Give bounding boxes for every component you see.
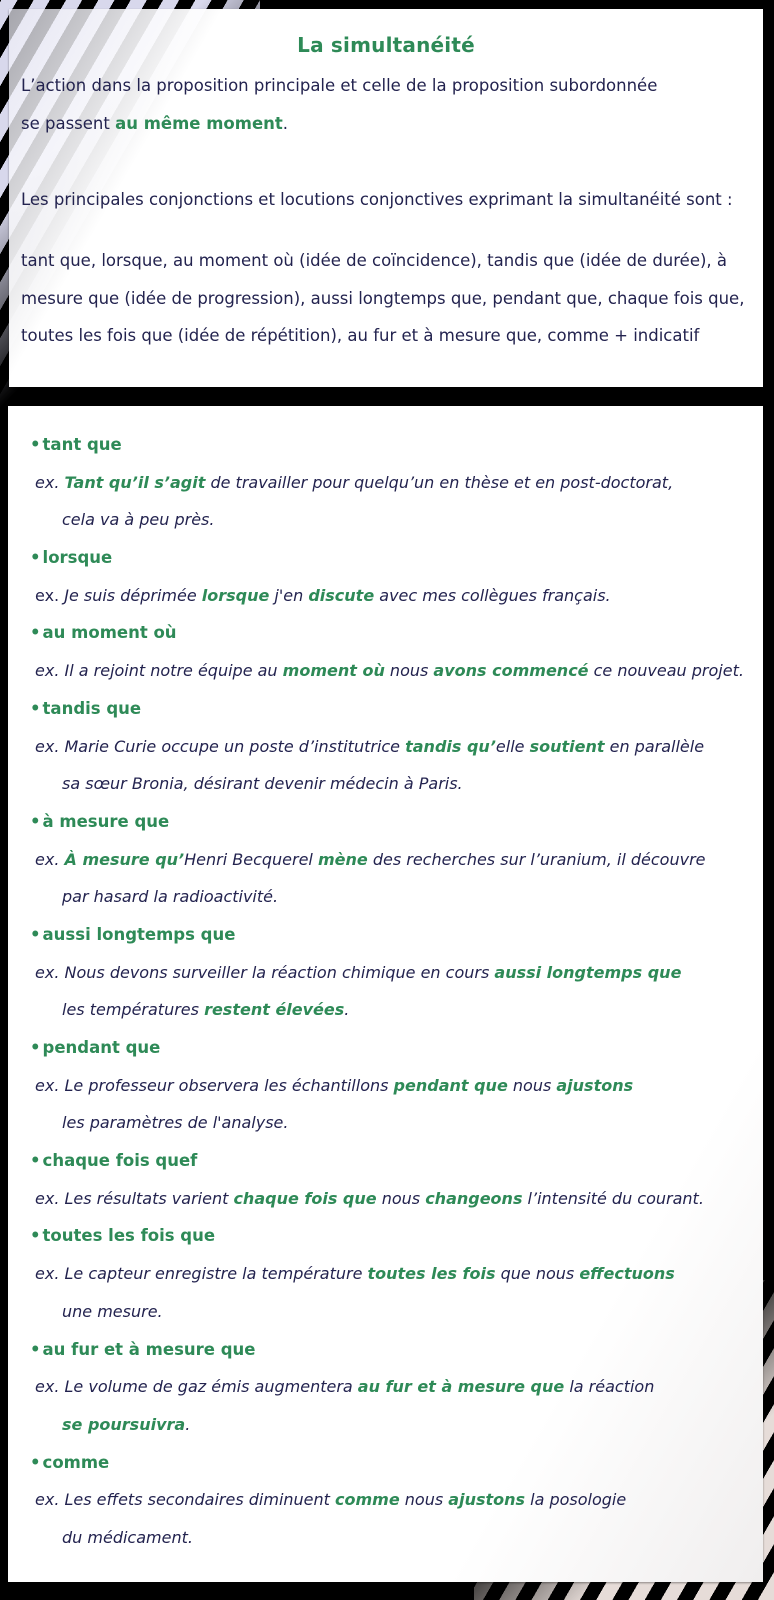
bullet-icon: •	[30, 924, 41, 944]
example-label: ex.	[35, 1188, 60, 1208]
sentence-text: en parallèle	[604, 736, 705, 756]
conjunction-label: tant que	[42, 435, 122, 454]
bullet-icon: •	[30, 623, 41, 643]
example-sentence-continuation	[30, 1293, 750, 1331]
example-label: ex.	[35, 1075, 60, 1095]
bullet-icon: •	[30, 548, 41, 568]
conjunction-heading	[30, 1444, 750, 1482]
example-label: ex.	[35, 849, 60, 869]
definition-line-1: L’action dans la proposition principale et celle de la proposition subordonnée	[21, 76, 658, 95]
sentence-text: Le professeur observera les échantillons	[64, 1075, 394, 1095]
example-label: ex.	[35, 472, 60, 492]
example-label: ex.	[35, 1264, 60, 1284]
example-sentence	[30, 954, 750, 992]
sentence-text: la réaction	[564, 1377, 655, 1397]
sentence-text: Les effets secondaires diminuent	[64, 1490, 336, 1510]
sentence-text: nous	[399, 1490, 449, 1510]
highlighted-conjunction: tandis qu’	[405, 736, 496, 756]
highlighted-conjunction: restent élevées	[204, 1000, 345, 1020]
sentence-text: de travailler pour quelqu’un en thèse et en post-doctorat,	[205, 472, 674, 492]
conjunction-heading	[30, 1331, 750, 1369]
highlighted-conjunction: aussi longtemps que	[494, 962, 682, 982]
highlighted-conjunction: discute	[308, 585, 375, 605]
sentence-text: elle	[495, 736, 530, 756]
definition-text	[21, 67, 761, 142]
conjunction-label: pendant que	[42, 1038, 161, 1057]
highlighted-conjunction: effectuons	[579, 1264, 675, 1284]
conjunction-heading	[30, 1142, 750, 1180]
example-sentence-continuation	[30, 878, 750, 916]
conjunctions-list	[21, 242, 761, 355]
example-sentence	[30, 652, 750, 690]
highlighted-conjunction: ajustons	[556, 1075, 634, 1095]
sentence-text: Il a rejoint notre équipe au	[64, 661, 283, 681]
highlighted-conjunction: À mesure qu’	[64, 849, 185, 869]
sentence-text: nous	[384, 661, 434, 681]
sentence-text: Nous devons surveiller la réaction chimique en cours	[64, 962, 495, 982]
sentence-text: Je suis déprimée	[64, 585, 202, 605]
sentence-text: cela va à peu près.	[62, 510, 215, 530]
example-sentence	[30, 1368, 750, 1406]
sentence-text: les températures	[62, 1000, 205, 1020]
page-title: La simultanéité	[297, 33, 475, 57]
conjunction-label: à mesure que	[42, 811, 170, 831]
conjunction-heading	[30, 426, 750, 464]
conjunctions-line: tant que, lorsque, au moment où (idée de coïncidence), tandis que (idée de durée), à	[21, 251, 728, 270]
example-sentence	[30, 577, 750, 615]
highlighted-conjunction: changeons	[425, 1188, 523, 1208]
highlighted-conjunction: ajustons	[448, 1490, 526, 1510]
example-sentence	[30, 464, 750, 502]
example-sentence	[30, 728, 750, 766]
definition-card	[9, 9, 763, 387]
sentence-text: Le capteur enregistre la température	[64, 1264, 368, 1284]
conjunction-heading	[30, 614, 750, 652]
highlighted-conjunction: au fur et à mesure que	[357, 1377, 565, 1397]
example-sentence	[30, 1180, 750, 1218]
highlight-same-moment: au même moment	[115, 113, 283, 133]
highlighted-conjunction: toutes les fois	[367, 1264, 496, 1284]
example-sentence	[30, 1067, 750, 1105]
sentence-text: une mesure.	[62, 1301, 163, 1321]
sentence-text: nous	[507, 1075, 557, 1095]
bullet-icon: •	[30, 1226, 41, 1246]
conjunction-label: aussi longtemps que	[42, 924, 236, 944]
highlighted-conjunction: pendant que	[393, 1075, 508, 1095]
sentence-text: Henri Becquerel	[184, 849, 318, 869]
bullet-icon: •	[30, 1452, 41, 1472]
example-sentence-continuation	[30, 1519, 750, 1557]
sentence-text: l’intensité du courant.	[522, 1188, 704, 1208]
sentence-text: les paramètres de l'analyse.	[62, 1113, 289, 1133]
example-label: ex.	[35, 1377, 60, 1397]
highlighted-conjunction: moment où	[282, 661, 385, 681]
conjunction-heading	[30, 1217, 750, 1255]
conjunction-label: chaque fois quef	[42, 1151, 198, 1171]
sentence-text: la posologie	[525, 1490, 627, 1510]
sentence-text: Le volume de gaz émis augmentera	[64, 1377, 358, 1397]
highlighted-conjunction: mène	[317, 849, 368, 869]
example-label: ex.	[35, 736, 60, 756]
conjunction-heading	[30, 803, 750, 841]
example-sentence-continuation	[30, 1104, 750, 1142]
example-sentence-continuation	[30, 765, 750, 803]
bullet-icon: •	[30, 435, 41, 454]
conjunctions-heading: Les principales conjonctions et locutions conjonctives exprimant la simultanéité sont :	[21, 190, 733, 209]
conjunction-heading	[30, 690, 750, 728]
sentence-text: Marie Curie occupe un poste d’institutrice	[64, 736, 406, 756]
conjunction-heading	[30, 539, 750, 577]
conjunction-heading	[30, 916, 750, 954]
examples-list	[30, 426, 750, 1557]
highlighted-conjunction: avons commencé	[433, 661, 589, 681]
example-label: ex.	[35, 585, 60, 605]
highlighted-conjunction: Tant qu’il s’agit	[64, 472, 206, 492]
conjunctions-line: mesure que (idée de progression), aussi longtemps que, pendant que, chaque fois que,	[21, 288, 745, 308]
bullet-icon: •	[30, 1151, 41, 1171]
conjunction-heading	[30, 1029, 750, 1067]
example-sentence	[30, 1255, 750, 1293]
example-sentence-continuation	[30, 991, 750, 1029]
highlighted-conjunction: soutient	[529, 736, 605, 756]
examples-card	[8, 406, 763, 1582]
example-label: ex.	[35, 1490, 60, 1510]
sentence-text: que nous	[495, 1264, 580, 1284]
sentence-text: du médicament.	[62, 1527, 193, 1547]
example-label: ex.	[35, 661, 60, 681]
sentence-text: .	[185, 1414, 191, 1434]
conjunction-label: au fur et à mesure que	[42, 1339, 256, 1359]
example-sentence-continuation	[30, 501, 750, 539]
conjunction-label: comme	[42, 1452, 110, 1472]
bullet-icon: •	[30, 1038, 41, 1057]
conjunction-label: au moment où	[42, 623, 177, 643]
conjunction-label: tandis que	[42, 698, 142, 718]
bullet-icon: •	[30, 698, 41, 718]
sentence-text: ce nouveau projet.	[588, 661, 744, 681]
bullet-icon: •	[30, 811, 41, 831]
example-label: ex.	[35, 962, 60, 982]
highlighted-conjunction: se poursuivra	[62, 1414, 186, 1434]
example-sentence	[30, 841, 750, 879]
sentence-text: Les résultats varient	[64, 1188, 234, 1208]
sentence-text: .	[344, 1000, 350, 1020]
definition-line-2: se passent au même moment.	[21, 113, 289, 133]
example-sentence-continuation	[30, 1406, 750, 1444]
sentence-text: j'en	[269, 585, 309, 605]
sentence-text: sa sœur Bronia, désirant devenir médecin à Paris.	[62, 774, 463, 794]
sentence-text: des recherches sur l’uranium, il découvre	[367, 849, 706, 869]
conjunction-label: toutes les fois que	[42, 1226, 216, 1246]
bullet-icon: •	[30, 1339, 41, 1359]
highlighted-conjunction: lorsque	[201, 585, 270, 605]
example-sentence	[30, 1481, 750, 1519]
highlighted-conjunction: comme	[335, 1490, 400, 1510]
highlighted-conjunction: chaque fois que	[233, 1188, 377, 1208]
conjunctions-line: toutes les fois que (idée de répétition), au fur et à mesure que, comme + indicatif	[21, 326, 700, 345]
sentence-text: avec mes collègues français.	[374, 585, 611, 605]
sentence-text: par hasard la radioactivité.	[62, 887, 279, 907]
conjunction-label: lorsque	[42, 548, 113, 568]
sentence-text: nous	[376, 1188, 426, 1208]
